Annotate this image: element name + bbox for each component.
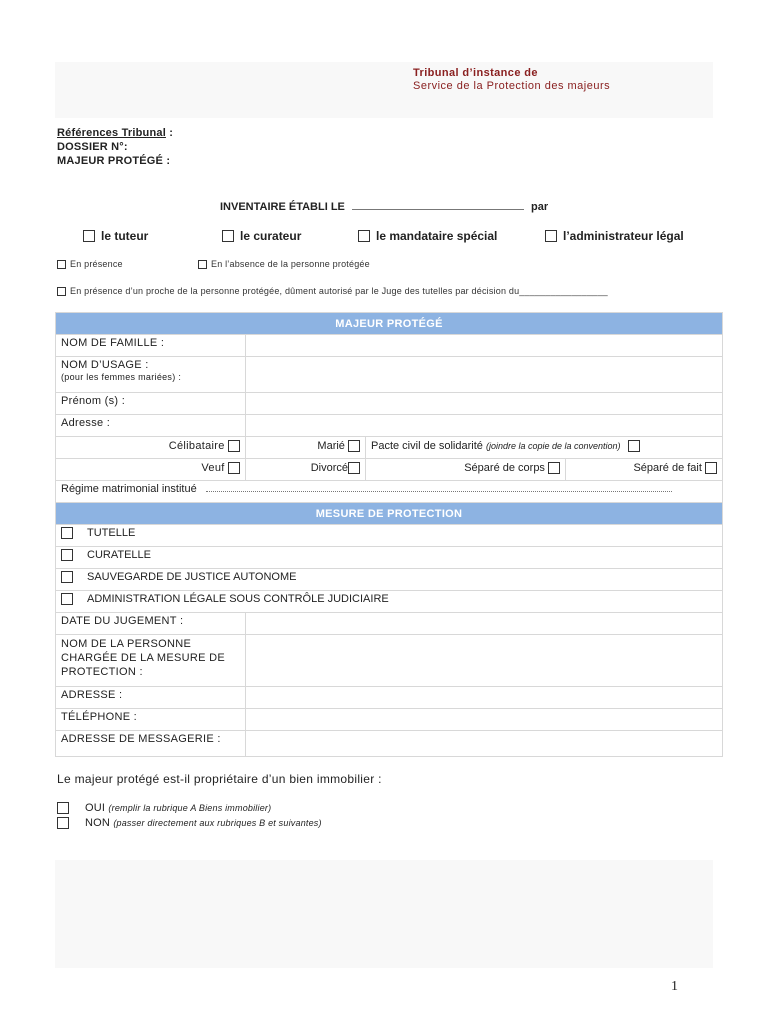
role-administrateur[interactable] xyxy=(545,229,684,243)
separe-corps-label: Séparé de corps xyxy=(464,462,545,474)
nom-usage-field[interactable] xyxy=(246,357,723,393)
marie-checkbox[interactable] xyxy=(348,440,360,452)
prenoms-field[interactable] xyxy=(246,393,723,415)
veuf-checkbox[interactable] xyxy=(228,462,240,474)
role-mandataire-checkbox[interactable] xyxy=(358,230,370,242)
role-curateur-checkbox[interactable] xyxy=(222,230,234,242)
pacs-cell[interactable] xyxy=(366,437,723,459)
references-label: Références Tribunal xyxy=(57,127,166,139)
tutelle-label: TUTELLE xyxy=(87,527,136,539)
date-jugement-field[interactable] xyxy=(246,613,723,635)
curatelle-label: CURATELLE xyxy=(87,549,151,561)
absence-label: En l’absence de la personne protégée xyxy=(211,259,370,269)
date-jugement-label: DATE DU JUGEMENT : xyxy=(56,613,246,635)
inventory-suffix: par xyxy=(531,201,549,213)
messagerie-field[interactable] xyxy=(246,731,723,757)
mesure-option-administration[interactable] xyxy=(56,591,723,613)
role-administrateur-label: l’administrateur légal xyxy=(563,229,684,243)
oui-checkbox[interactable] xyxy=(57,802,69,814)
celibataire-cell[interactable] xyxy=(56,437,246,459)
separe-fait-cell[interactable] xyxy=(566,459,723,481)
court-title: Tribunal d’instance de xyxy=(413,67,538,79)
non-note: (passer directement aux rubriques B et suivantes) xyxy=(113,818,322,828)
inventory-date-field[interactable] xyxy=(352,201,524,210)
veuf-label: Veuf xyxy=(201,462,225,474)
court-subtitle: Service de la Protection des majeurs xyxy=(413,80,611,92)
header-band xyxy=(55,62,713,118)
footer-band xyxy=(55,860,713,968)
nom-famille-field[interactable] xyxy=(246,335,723,357)
separe-corps-checkbox[interactable] xyxy=(548,462,560,474)
absence-checkbox[interactable] xyxy=(198,260,207,269)
regime-field[interactable] xyxy=(206,483,672,492)
proche-option[interactable] xyxy=(57,286,608,296)
mesure-option-tutelle[interactable] xyxy=(56,525,723,547)
role-curateur[interactable] xyxy=(222,229,301,243)
inventory-prefix: INVENTAIRE ÉTABLI LE xyxy=(220,201,345,213)
non-label: NON xyxy=(85,817,111,829)
mesure-adresse-field[interactable] xyxy=(246,687,723,709)
majeur-section-title: MAJEUR PROTÉGÉ xyxy=(56,313,723,335)
oui-note: (remplir la rubrique A Biens immobilier) xyxy=(108,803,272,813)
inventory-line xyxy=(220,201,548,213)
majeur-label: MAJEUR PROTÉGÉ : xyxy=(57,155,171,167)
presence-label: En présence xyxy=(70,259,123,269)
proche-label: En présence d’un proche de la personne protégée, dûment autorisé par le Juge des tutelles par décision du_________________ xyxy=(70,286,608,296)
sauvegarde-checkbox[interactable] xyxy=(61,571,73,583)
mesure-section-title: MESURE DE PROTECTION xyxy=(56,503,723,525)
veuf-cell[interactable] xyxy=(56,459,246,481)
separe-corps-cell[interactable] xyxy=(366,459,566,481)
adresse-label: Adresse : xyxy=(56,415,246,437)
administration-checkbox[interactable] xyxy=(61,593,73,605)
tutelle-checkbox[interactable] xyxy=(61,527,73,539)
divorce-checkbox[interactable] xyxy=(348,462,360,474)
pacs-label: Pacte civil de solidarité xyxy=(371,440,483,452)
mesure-table xyxy=(55,502,723,757)
property-question: Le majeur protégé est-il propriétaire d’un bien immobilier : xyxy=(57,772,382,786)
regime-row[interactable] xyxy=(56,481,723,505)
mesure-option-curatelle[interactable] xyxy=(56,547,723,569)
page-number: 1 xyxy=(671,979,678,994)
property-non-option[interactable] xyxy=(57,817,322,829)
nom-usage-label-cell xyxy=(56,357,246,393)
messagerie-label: ADRESSE DE MESSAGERIE : xyxy=(56,731,246,757)
sauvegarde-label: SAUVEGARDE DE JUSTICE AUTONOME xyxy=(87,571,297,583)
separe-fait-label: Séparé de fait xyxy=(633,462,702,474)
celibataire-checkbox[interactable] xyxy=(228,440,240,452)
non-checkbox[interactable] xyxy=(57,817,69,829)
presence-checkbox[interactable] xyxy=(57,260,66,269)
divorce-cell[interactable] xyxy=(246,459,366,481)
majeur-table xyxy=(55,312,723,505)
dossier-label: DOSSIER N°: xyxy=(57,141,128,153)
marie-label: Marié xyxy=(317,440,345,452)
role-tuteur-label: le tuteur xyxy=(101,229,149,243)
curatelle-checkbox[interactable] xyxy=(61,549,73,561)
pacs-note: (joindre la copie de la convention) xyxy=(485,441,621,451)
role-tuteur[interactable] xyxy=(83,229,148,243)
celibataire-label: Célibataire xyxy=(168,440,225,452)
references-block: Références Tribunal : DOSSIER N°: MAJEUR PROTÉGÉ : xyxy=(57,127,174,167)
role-tuteur-checkbox[interactable] xyxy=(83,230,95,242)
mesure-option-sauvegarde[interactable] xyxy=(56,569,723,591)
marie-cell[interactable] xyxy=(246,437,366,459)
role-mandataire-label: le mandataire spécial xyxy=(376,229,498,243)
absence-option[interactable] xyxy=(198,259,370,269)
separe-fait-checkbox[interactable] xyxy=(705,462,717,474)
nom-usage-label: NOM D’USAGE : xyxy=(61,359,149,371)
nom-usage-note: (pour les femmes mariées) : xyxy=(61,372,182,382)
nom-famille-label: NOM DE FAMILLE : xyxy=(56,335,246,357)
telephone-field[interactable] xyxy=(246,709,723,731)
administration-label: ADMINISTRATION LÉGALE SOUS CONTRÔLE JUDICIAIRE xyxy=(87,593,389,605)
prenoms-label: Prénom (s) : xyxy=(56,393,246,415)
regime-label: Régime matrimonial institué xyxy=(61,483,197,495)
property-oui-option[interactable] xyxy=(57,802,271,814)
role-administrateur-checkbox[interactable] xyxy=(545,230,557,242)
personne-chargee-field[interactable] xyxy=(246,635,723,687)
adresse-field[interactable] xyxy=(246,415,723,437)
personne-chargee-label: NOM DE LA PERSONNE CHARGÉE DE LA MESURE DE PROTECTION : xyxy=(56,635,246,687)
divorce-label: Divorcé xyxy=(310,462,348,474)
telephone-label: TÉLÉPHONE : xyxy=(56,709,246,731)
oui-label: OUI xyxy=(85,802,106,814)
proche-checkbox[interactable] xyxy=(57,287,66,296)
role-curateur-label: le curateur xyxy=(240,229,302,243)
mesure-adresse-label: ADRESSE : xyxy=(56,687,246,709)
presence-option[interactable] xyxy=(57,259,123,269)
pacs-checkbox[interactable] xyxy=(628,440,640,452)
role-mandataire[interactable] xyxy=(358,229,497,243)
